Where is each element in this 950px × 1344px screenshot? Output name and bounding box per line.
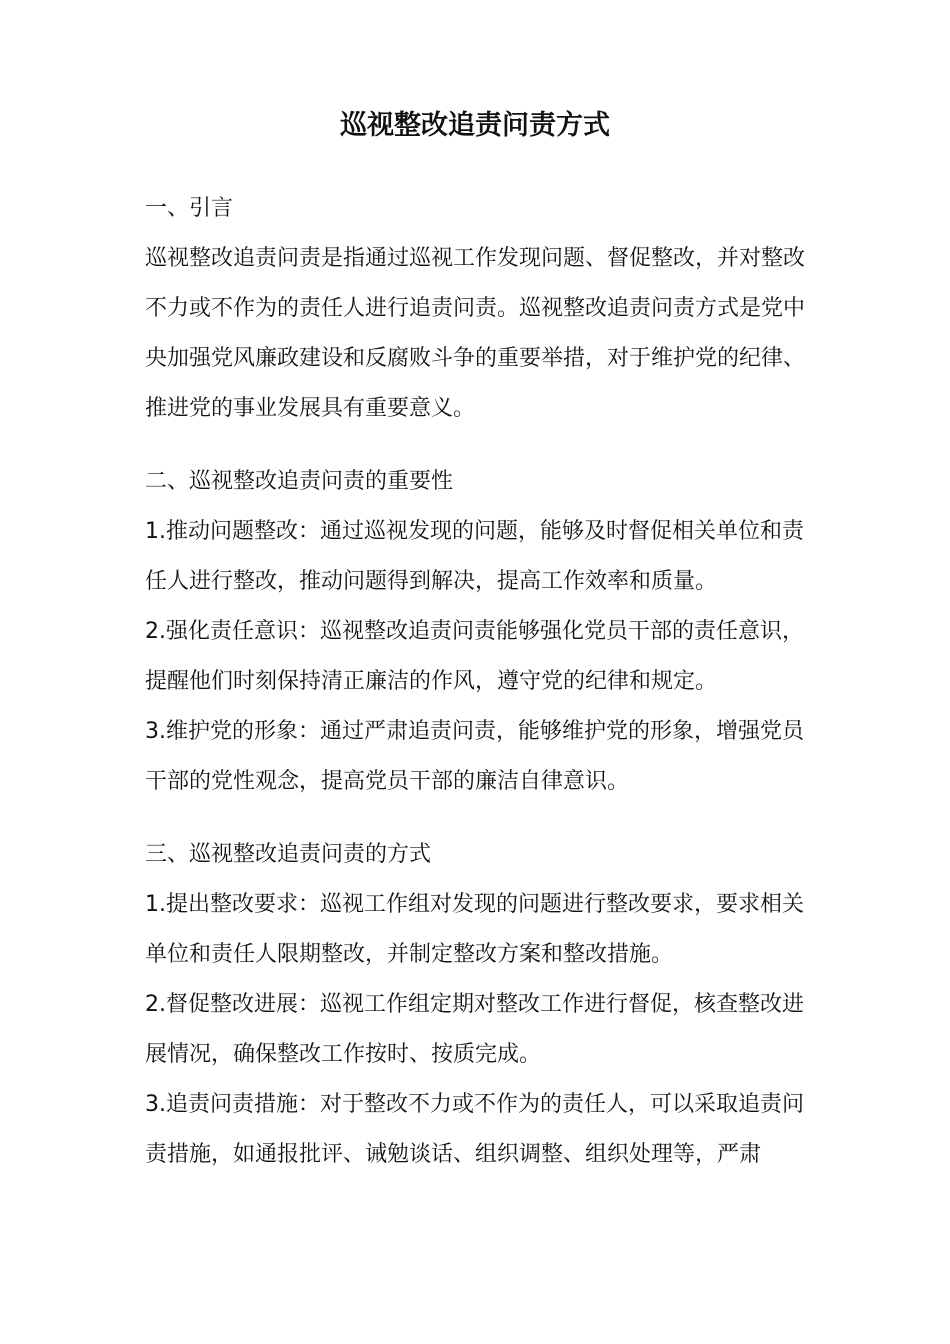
section-introduction — [145, 184, 825, 434]
section-heading: 三、巡视整改追责问责的方式 — [145, 842, 432, 867]
paragraph: 2.强化责任意识：巡视整改追责问责能够强化党员干部的责任意识，提醒他们时刻保持清正廉洁的作风，遵守党的纪律和规定。 — [145, 619, 804, 694]
document-title: 巡视整改追责问责方式 — [340, 110, 610, 141]
section-methods — [145, 830, 825, 1180]
section-heading: 一、引言 — [145, 196, 234, 221]
section-spacer — [145, 807, 825, 830]
section-heading: 二、巡视整改追责问责的重要性 — [145, 469, 454, 494]
paragraph: 1.提出整改要求：巡视工作组对发现的问题进行整改要求，要求相关单位和责任人限期整改，并制定整改方案和整改措施。 — [145, 892, 804, 967]
section-spacer — [145, 434, 825, 457]
paragraph: 巡视整改追责问责是指通过巡视工作发现问题、督促整改，并对整改不力或不作为的责任人进行追责问责。巡视整改追责问责方式是党中央加强党风廉政建设和反腐败斗争的重要举措，对于维护党的纪律、推进党的事业发展具有重要意义。 — [145, 246, 806, 421]
paragraph: 2.督促整改进展：巡视工作组定期对整改工作进行督促，核查整改进展情况，确保整改工作按时、按质完成。 — [145, 992, 804, 1067]
section-importance — [145, 457, 825, 807]
paragraph: 3.维护党的形象：通过严肃追责问责，能够维护党的形象，增强党员干部的党性观念，提高党员干部的廉洁自律意识。 — [145, 719, 804, 794]
paragraph: 1.推动问题整改：通过巡视发现的问题，能够及时督促相关单位和责任人进行整改，推动问题得到解决，提高工作效率和质量。 — [145, 519, 804, 594]
paragraph: 3.追责问责措施：对于整改不力或不作为的责任人，可以采取追责问责措施，如通报批评、诫勉谈话、组织调整、组织处理等，严肃 — [145, 1092, 804, 1167]
document-body — [145, 184, 825, 1180]
